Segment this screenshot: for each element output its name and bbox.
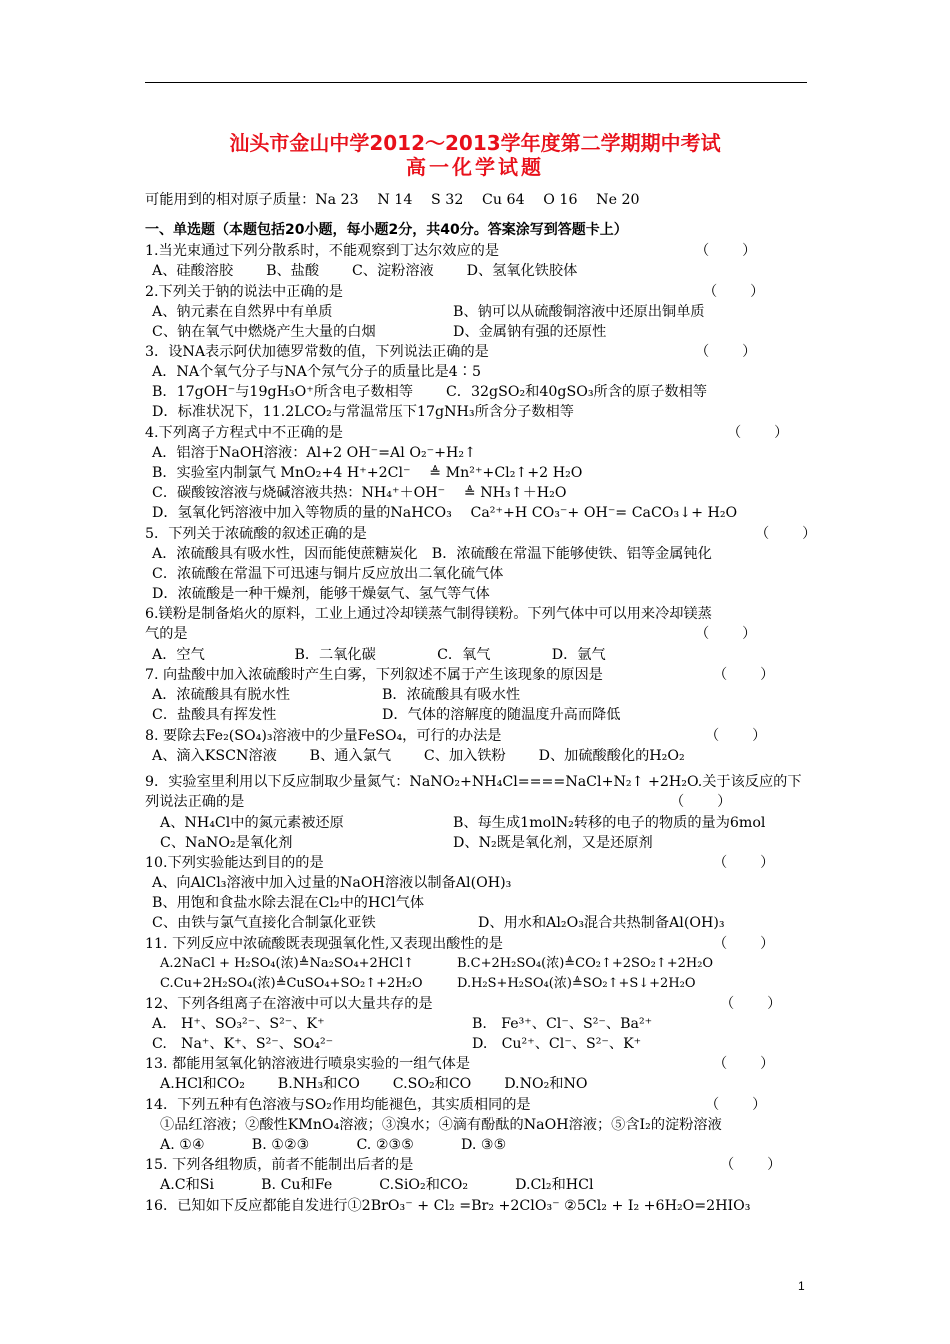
question-12-option-row — [152, 1034, 817, 1054]
answer-bracket: （ ） — [705, 1097, 767, 1113]
option-d: D、用水和Al₂O₃混合共热制备Al(OH)₃ — [478, 915, 725, 931]
option-b: B.C+2H₂SO₄(浓)≜CO₂↑+2SO₂↑+2H₂O — [457, 956, 714, 971]
question-12-stem: 12、下列各组离子在溶液中可以大量共存的是 （ ） — [145, 996, 782, 1012]
answer-bracket: （ ） — [755, 526, 817, 542]
question-5-option-c: C．浓硫酸在常温下可迅速与铜片反应放出二氧化硫气体 — [152, 566, 504, 582]
question-2-option-row — [152, 322, 817, 342]
answer-bracket: （ ） — [720, 996, 782, 1012]
question-1-options: A、硅酸溶胶 B、盐酸 C、淀粉溶液 D、氢氧化铁胶体 — [152, 263, 578, 279]
question-12-option-row — [152, 1014, 817, 1034]
option-c: C、由铁与氯气直接化合制氯化亚铁 — [152, 915, 376, 931]
question-10-stem: 10.下列实验能达到目的的是 （ ） — [145, 855, 775, 871]
answer-bracket: （ ） — [713, 936, 775, 952]
question-16-stem: 16．已知如下反应都能自发进行①2BrO₃⁻ + Cl₂ =Br₂ +2ClO₃⁻ ②5Cl₂ + I₂ +6H₂O=2HIO₃ — [145, 1198, 751, 1214]
option-b: B. Fe³⁺、Cl⁻、S²⁻、Ba²⁺ — [472, 1016, 653, 1032]
question-7-option-row — [152, 685, 817, 705]
option-b: B．浓硫酸具有吸水性 — [382, 687, 521, 703]
option-a: A.2NaCl + H₂SO₄(浓)≜Na₂SO₄+2HCl↑ — [160, 956, 415, 971]
question-4-stem: 4.下列离子方程式中不正确的是 （ ） — [145, 425, 789, 441]
question-11-option-row — [160, 954, 825, 974]
question-4-option-a: A．铝溶于NaOH溶液：Al+2 OH⁻=Al O₂⁻+H₂↑ — [152, 445, 476, 461]
header-rule — [145, 82, 807, 83]
answer-bracket: （ ） — [703, 284, 765, 300]
answer-bracket: （ ） — [713, 855, 775, 871]
question-13-stem: 13. 都能用氢氧化钠溶液进行喷泉实验的一组气体是 （ ） — [145, 1056, 775, 1072]
question-10-option-b: B、用饱和食盐水除去混在Cl₂中的HCl气体 — [152, 895, 425, 911]
question-4-option-d: D．氢氧化钙溶液中加入等物质的量的NaHCO₃ Ca²⁺+H CO₃⁻+ OH⁻= CaCO₃↓+ H₂O — [152, 505, 738, 521]
question-10-option-a: A、向AlCl₃溶液中加入过量的NaOH溶液以制备Al(OH)₃ — [152, 875, 512, 891]
option-a: A、NH₄Cl中的氮元素被还原 — [160, 815, 344, 831]
answer-bracket: （ ） — [695, 344, 757, 360]
answer-bracket: （ ） — [670, 794, 732, 810]
question-3-stem: 3．设NA表示阿伏加德罗常数的值，下列说法正确的是 （ ） — [145, 344, 757, 360]
question-4-option-b: B．实验室内制氯气 MnO₂+4 H⁺+2Cl⁻ ≜ Mn²⁺+Cl₂↑+2 H₂O — [152, 465, 583, 481]
question-3-option-a: A．NA个氧气分子与NA个氖气分子的质量比是4∶5 — [152, 364, 481, 380]
question-15-options: A.C和Si B. Cu和Fe C.SiO₂和CO₂ D.Cl₂和HCl — [160, 1177, 594, 1193]
answer-bracket: （ ） — [705, 728, 767, 744]
option-c: C. Na⁺、K⁺、S²⁻、SO₄²⁻ — [152, 1036, 334, 1052]
section-heading: 一、单选题（本题包括20小题，每小题2分，共40分。答案涂写到答题卡上） — [145, 222, 628, 238]
question-2-stem: 2.下列关于钠的说法中正确的是 （ ） — [145, 284, 765, 300]
question-14-items: ①品红溶液；②酸性KMnO₄溶液；③溴水；④滴有酚酞的NaOH溶液；⑤含I₂的淀粉溶液 — [160, 1117, 722, 1133]
question-13-options: A.HCl和CO₂ B.NH₃和CO C.SO₂和CO D.NO₂和NO — [160, 1076, 588, 1092]
option-c: C、NaNO₂是氧化剂 — [160, 835, 293, 851]
question-6-stem: 6.镁粉是制备焰火的原料，工业上通过冷却镁蒸气制得镁粉。下列气体中可以用来冷却镁蒸 — [145, 606, 712, 622]
question-11-option-row — [160, 974, 825, 994]
question-9-stem: 9．实验室里利用以下反应制取少量氮气：NaNO₂+NH₄Cl====NaCl+N₂↑ +2H₂O.关于该反应的下 — [145, 774, 802, 790]
question-3-option-bc: B．17gOH⁻与19gH₃O⁺所含电子数相等 C．32gSO₂和40gSO₃所含的原子数相等 — [152, 384, 708, 400]
question-7-stem: 7. 向盐酸中加入浓硫酸时产生白雾，下列叙述不属于产生该现象的原因是 （ ） — [145, 667, 775, 683]
question-8-stem: 8. 要除去Fe₂(SO₄)₃溶液中的少量FeSO₄，可行的办法是 （ ） — [145, 728, 767, 744]
option-a: A. H⁺、SO₃²⁻、S²⁻、K⁺ — [152, 1016, 325, 1032]
answer-bracket: （ ） — [727, 425, 789, 441]
answer-bracket: （ ） — [695, 243, 757, 259]
question-9-option-row — [160, 833, 825, 853]
answer-bracket: （ ） — [720, 1157, 782, 1173]
question-14-options: A. ①④ B. ①②③ C. ②③⑤ D. ③⑤ — [160, 1137, 507, 1153]
question-3-option-d: D．标准状况下，11.2LCO₂与常温常压下17gNH₃所含分子数相等 — [152, 404, 574, 420]
question-14-stem: 14．下列五种有色溶液与SO₂作用均能褪色，其实质相同的是 （ ） — [145, 1097, 767, 1113]
option-c: C、钠在氧气中燃烧产生大量的白烟 — [152, 324, 376, 340]
question-1-stem: 1.当光束通过下列分散系时，不能观察到丁达尔效应的是 （ ） — [145, 243, 757, 259]
answer-bracket: （ ） — [695, 626, 757, 642]
page-number: 1 — [798, 1279, 805, 1293]
answer-bracket: （ ） — [713, 667, 775, 683]
question-4-option-c: C．碳酸铵溶液与烧碱溶液共热：NH₄⁺＋OH⁻ ≜ NH₃↑＋H₂O — [152, 485, 567, 501]
option-b: B、每生成1molN₂转移的电子的物质的量为6mol — [453, 815, 766, 831]
question-2-option-row — [152, 302, 817, 322]
question-9-stem-cont: 列说法正确的是 （ ） — [145, 794, 732, 810]
question-5-stem: 5．下列关于浓硫酸的叙述正确的是 （ ） — [145, 526, 817, 542]
question-5-option-ab: A．浓硫酸具有吸水性，因而能使蔗糖炭化 B．浓硫酸在常温下能够使铁、铝等金属钝化 — [152, 546, 712, 562]
question-7-option-row — [152, 705, 817, 725]
question-5-option-d: D．浓硫酸是一种干燥剂，能够干燥氨气、氢气等气体 — [152, 586, 490, 602]
option-d: D．气体的溶解度的随温度升高而降低 — [382, 707, 621, 723]
exam-subtitle: 高一化学试题 — [406, 155, 544, 179]
option-b: B、钠可以从硫酸铜溶液中还原出铜单质 — [453, 304, 705, 320]
option-d: D.H₂S+H₂SO₄(浓)≜SO₂↑+S↓+2H₂O — [457, 976, 696, 991]
question-6-stem-cont: 气的是 （ ） — [145, 626, 757, 642]
question-6-options: A．空气 B．二氧化碳 C．氧气 D．氩气 — [152, 647, 606, 663]
atomic-masses: 可能用到的相对原子质量：Na 23 N 14 S 32 Cu 64 O 16 Ne 20 — [145, 192, 640, 208]
option-d: D、N₂既是氧化剂，又是还原剂 — [453, 835, 653, 851]
answer-bracket: （ ） — [713, 1056, 775, 1072]
question-9-option-row — [160, 813, 825, 833]
exam-title: 汕头市金山中学2012～2013学年度第二学期期中考试 — [229, 131, 721, 155]
question-8-options: A、滴入KSCN溶液 B、通入氯气 C、加入铁粉 D、加硫酸酸化的H₂O₂ — [152, 748, 685, 764]
option-c: C．盐酸具有挥发性 — [152, 707, 277, 723]
option-d: D、金属钠有强的还原性 — [453, 324, 607, 340]
question-11-stem: 11. 下列反应中浓硫酸既表现强氧化性,又表现出酸性的是 （ ） — [145, 936, 775, 952]
question-10-option-row — [152, 913, 817, 933]
option-a: A、钠元素在自然界中有单质 — [152, 304, 333, 320]
option-a: A．浓硫酸具有脱水性 — [152, 687, 290, 703]
option-d: D. Cu²⁺、Cl⁻、S²⁻、K⁺ — [472, 1036, 642, 1052]
option-c: C.Cu+2H₂SO₄(浓)≜CuSO₄+SO₂↑+2H₂O — [160, 976, 423, 991]
question-15-stem: 15. 下列各组物质，前者不能制出后者的是 （ ） — [145, 1157, 782, 1173]
